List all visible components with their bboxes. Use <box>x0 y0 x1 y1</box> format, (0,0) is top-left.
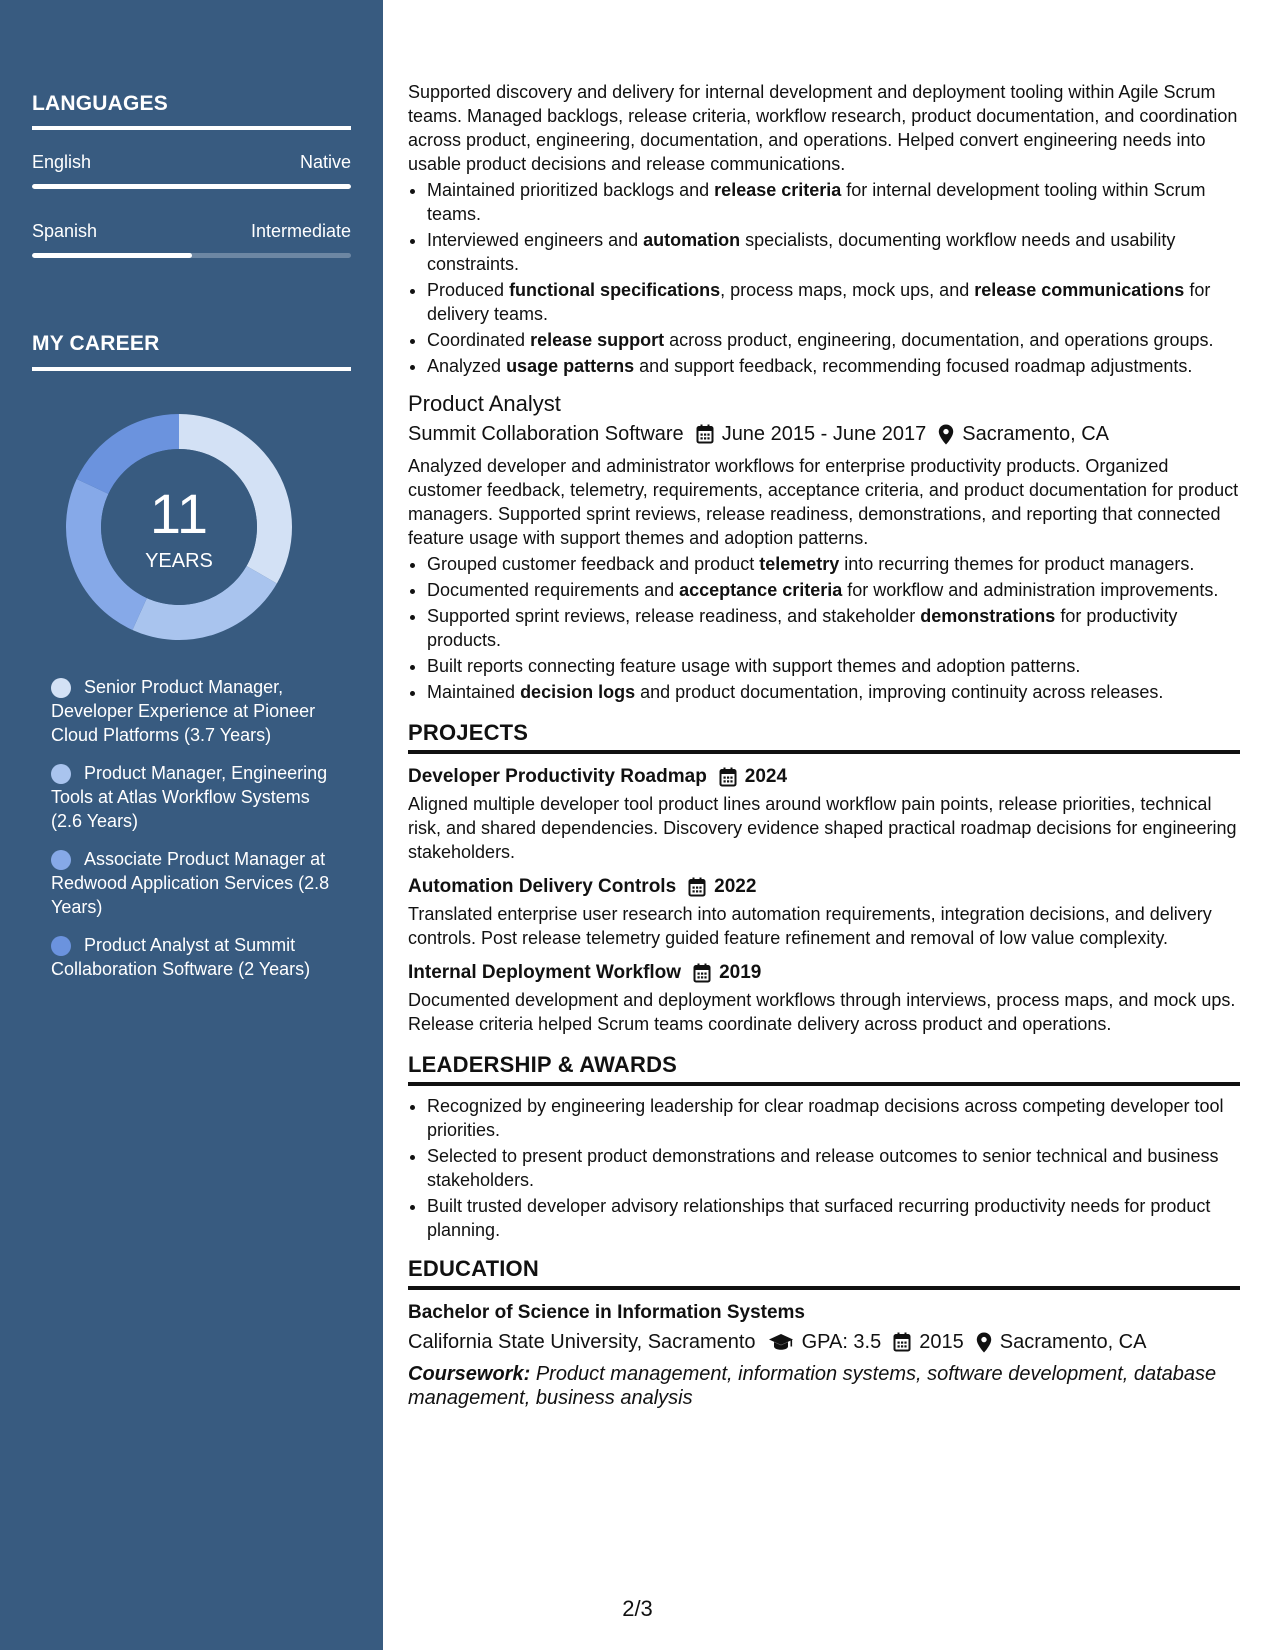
education-coursework <box>408 1362 1240 1410</box>
project-name: Developer Productivity Roadmap <box>408 766 707 787</box>
projects-list <box>408 764 1240 1036</box>
career-legend-item <box>51 847 341 919</box>
job-bullet: • Documented requirements and acceptance criteria for workflow and administration improvements. <box>427 578 1240 602</box>
intro-bullet: • Analyzed usage patterns and support feedback, recommending focused roadmap adjustments. <box>427 354 1240 378</box>
job-location: Sacramento, CA <box>962 423 1110 445</box>
job-summary: Analyzed developer and administrator workflows for enterprise productivity products. Organized customer feedback, telemetry, requirements, acceptance criteria, and product documentation for product managers. Supported sprint reviews, release readiness, demonstrations, and reporting that connected feature usage with support themes and adoption patterns. <box>408 456 1239 548</box>
job-bullet: • Grouped customer feedback and product telemetry into recurring themes for product managers. <box>427 552 1240 576</box>
page-number: 2/3 <box>622 1596 653 1621</box>
job-bullet: • Built reports connecting feature usage with support themes and adoption patterns. <box>427 654 1240 678</box>
career-heading-rule <box>32 367 351 371</box>
languages-heading-rule <box>32 126 351 130</box>
career-donut-center <box>66 414 292 640</box>
career-legend <box>51 675 341 995</box>
career-heading: MY CAREER <box>32 332 160 355</box>
legend-dot-icon <box>51 850 71 870</box>
career-legend-item <box>51 761 341 833</box>
education-school: California State University, Sacramento <box>408 1331 756 1353</box>
calendar-icon <box>688 877 706 897</box>
career-legend-label: Product Manager, Engineering Tools at Atlas Workflow Systems (2.6 Years) <box>51 763 328 831</box>
calendar-icon <box>696 424 714 444</box>
project-description: Aligned multiple developer tool product lines around workflow pain points, release priorities, technical risk, and shared dependencies. Discovery evidence shaped practical roadmap decisions for engineering stakeholders. <box>408 794 1237 862</box>
leadership-item: • Selected to present product demonstrations and release outcomes to senior technical and business stakeholders. <box>427 1144 1240 1192</box>
language-bar-spanish <box>32 253 351 258</box>
location-pin-icon <box>938 424 954 445</box>
graduation-cap-icon <box>768 1333 794 1351</box>
job-company: Summit Collaboration Software <box>408 423 684 445</box>
legend-dot-icon <box>51 764 71 784</box>
job-meta <box>408 420 1240 448</box>
project-header <box>408 764 1240 790</box>
location-pin-icon <box>976 1332 992 1353</box>
project-header <box>408 960 1240 986</box>
calendar-icon <box>893 1332 911 1352</box>
job-bullet: • Maintained decision logs and product documentation, improving continuity across releases. <box>427 680 1240 704</box>
job-bullet: • Supported sprint reviews, release readiness, and stakeholder demonstrations for productivity products. <box>427 604 1240 652</box>
leadership-item: • Recognized by engineering leadership for clear roadmap decisions across competing developer tool priorities. <box>427 1094 1240 1142</box>
education-location: Sacramento, CA <box>999 1331 1147 1353</box>
project-name: Automation Delivery Controls <box>408 876 677 897</box>
project-header <box>408 874 1240 900</box>
language-name: English <box>32 152 92 172</box>
job-intro-summary: Supported discovery and delivery for internal development and deployment tooling within Agile Scrum teams. Managed backlogs, release criteria, workflow research, product documentation, and coordination across product, engineering, documentation, and operations. Helped convert engineering needs into usable product decisions and release communications. <box>408 82 1238 174</box>
project-year: 2024 <box>744 766 788 787</box>
project-item <box>408 874 1240 950</box>
languages-heading: LANGUAGES <box>32 92 168 115</box>
language-level: Native <box>299 152 351 172</box>
language-bar-fill <box>32 253 192 258</box>
language-bar-fill <box>32 184 351 189</box>
language-name: Spanish <box>32 221 98 241</box>
intro-bullet: • Maintained prioritized backlogs and release criteria for internal development tooling within Scrum teams. <box>427 178 1240 226</box>
project-description: Translated enterprise user research into automation requirements, integration decisions, and delivery controls. Post release telemetry guided feature refinement and removal of low value complexity. <box>408 904 1212 948</box>
projects-heading: PROJECTS <box>408 720 1240 754</box>
leadership-heading: LEADERSHIP & AWARDS <box>408 1052 1240 1086</box>
career-legend-label: Product Analyst at Summit Collaboration Software (2 Years) <box>51 935 311 979</box>
calendar-icon <box>693 963 711 983</box>
job-title: Product Analyst <box>408 391 561 416</box>
career-legend-item <box>51 933 341 981</box>
legend-dot-icon <box>51 678 71 698</box>
sidebar <box>0 0 383 1650</box>
intro-bullet-list <box>408 178 1240 378</box>
language-level: Intermediate <box>250 221 351 241</box>
project-item <box>408 960 1240 1036</box>
career-total-years: 11 <box>149 482 209 545</box>
project-description: Documented development and deployment workflows through interviews, process maps, and mock ups. Release criteria helped Scrum teams coordinate delivery across product and operations. <box>408 990 1236 1034</box>
education-heading: EDUCATION <box>408 1256 1240 1290</box>
education-gpa: GPA: 3.5 <box>801 1331 882 1353</box>
leadership-list <box>408 1094 1240 1242</box>
intro-bullet: • Produced functional specifications, process maps, mock ups, and release communications for delivery teams. <box>427 278 1240 326</box>
main-content <box>408 80 1240 1410</box>
project-item <box>408 764 1240 864</box>
language-row-english <box>32 152 351 173</box>
career-total-unit: YEARS <box>145 550 213 572</box>
leadership-item: • Built trusted developer advisory relationships that surfaced recurring productivity needs for product planning. <box>427 1194 1240 1242</box>
job-bullet-list <box>408 552 1240 704</box>
project-year: 2022 <box>714 876 757 897</box>
legend-dot-icon <box>51 936 71 956</box>
education-year: 2015 <box>919 1331 964 1353</box>
career-legend-label: Associate Product Manager at Redwood Application Services (2.8 Years) <box>51 849 330 917</box>
career-legend-item <box>51 675 341 747</box>
language-bar-english <box>32 184 351 189</box>
career-legend-label: Senior Product Manager, Developer Experience at Pioneer Cloud Platforms (3.7 Years) <box>51 677 316 745</box>
calendar-icon <box>719 767 737 787</box>
intro-bullet: • Coordinated release support across product, engineering, documentation, and operations groups. <box>427 328 1240 352</box>
coursework-text: Product management, information systems, software development, database management, business analysis <box>408 1363 1217 1409</box>
intro-bullet: • Interviewed engineers and automation specialists, documenting workflow needs and usability constraints. <box>427 228 1240 276</box>
language-row-spanish <box>32 221 351 242</box>
education-meta <box>408 1328 1240 1356</box>
job-dates: June 2015 - June 2017 <box>721 423 927 445</box>
education-degree: Bachelor of Science in Information Systems <box>408 1302 805 1323</box>
coursework-label: Coursework: <box>408 1363 531 1385</box>
project-name: Internal Deployment Workflow <box>408 962 682 983</box>
career-donut-chart <box>66 414 292 640</box>
project-year: 2019 <box>719 962 762 983</box>
